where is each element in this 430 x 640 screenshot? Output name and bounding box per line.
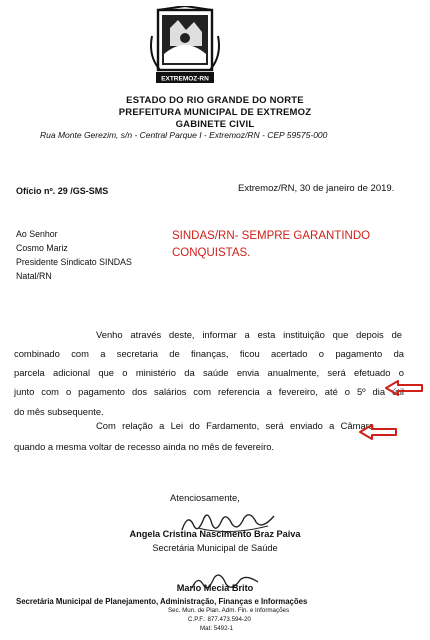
stamp-registration: Mat: 5492-1 [200, 625, 234, 632]
office-name: GABINETE CIVIL [175, 119, 255, 130]
address-line: Rua Monte Gerezim, s/n - Central Parque I - Extremoz/RN - CEP 59575-000 [40, 130, 328, 140]
stamp-cpf: C.P.F.: 877.473.594-20 [188, 616, 251, 623]
coat-of-arms-logo [150, 6, 220, 92]
body-line: Com relação a Lei do Fardamento, será enviado a Câmara [96, 420, 374, 431]
body-line: Venho através deste, informar a esta instituição que depois de [96, 329, 402, 340]
stamp-text: Sec. Mun. de Plan. Adm. Fin. e Informações [168, 607, 290, 614]
signer-1-name: Angela Cristina Nascimento Braz Paiva [129, 529, 301, 539]
document-number: Ofício nº. 29 /GS-SMS [16, 186, 109, 196]
document-date: Extremoz/RN, 30 de janeiro de 2019. [238, 183, 395, 194]
body-line: quando a mesma voltar de recesso ainda no mês de fevereiro. [14, 441, 275, 452]
red-arrow-icon [358, 424, 400, 440]
closing-text: Atenciosamente, [170, 492, 240, 503]
crest-caption: EXTREMOZ-RN [161, 75, 209, 83]
signer-1-role: Secretária Municipal de Saúde [152, 543, 278, 553]
slogan-line-1: SINDAS/RN- SEMPRE GARANTINDO [172, 230, 371, 242]
body-line: junto com o pagamento dos salários com referencia a fevereiro, até o 5º dia útil [14, 386, 404, 397]
slogan-line-2: CONQUISTAS. [172, 247, 251, 259]
red-arrow-icon [384, 380, 426, 396]
recipient-salutation: Ao Senhor [16, 229, 58, 239]
body-line: parcela adicional que o ministério da saúde envia anualmente, será efetuado o [14, 367, 404, 378]
recipient-name: Cosmo Mariz [16, 243, 68, 253]
body-line: combinado com a secretaria de finanças, ficou acertado o pagamento da [14, 348, 404, 359]
body-line: do mês subsequente. [14, 406, 104, 417]
recipient-title: Presidente Sindicato SINDAS [16, 257, 132, 267]
prefecture-name: PREFEITURA MUNICIPAL DE EXTREMOZ [118, 107, 312, 118]
state-name: ESTADO DO RIO GRANDE DO NORTE [126, 95, 304, 106]
signer-2-role: Secretária Municipal de Planejamento, Administração, Finanças e Informações [16, 597, 308, 606]
recipient-city: Natal/RN [16, 271, 52, 281]
signer-2-name: Mario Mecia Brito [176, 583, 254, 593]
